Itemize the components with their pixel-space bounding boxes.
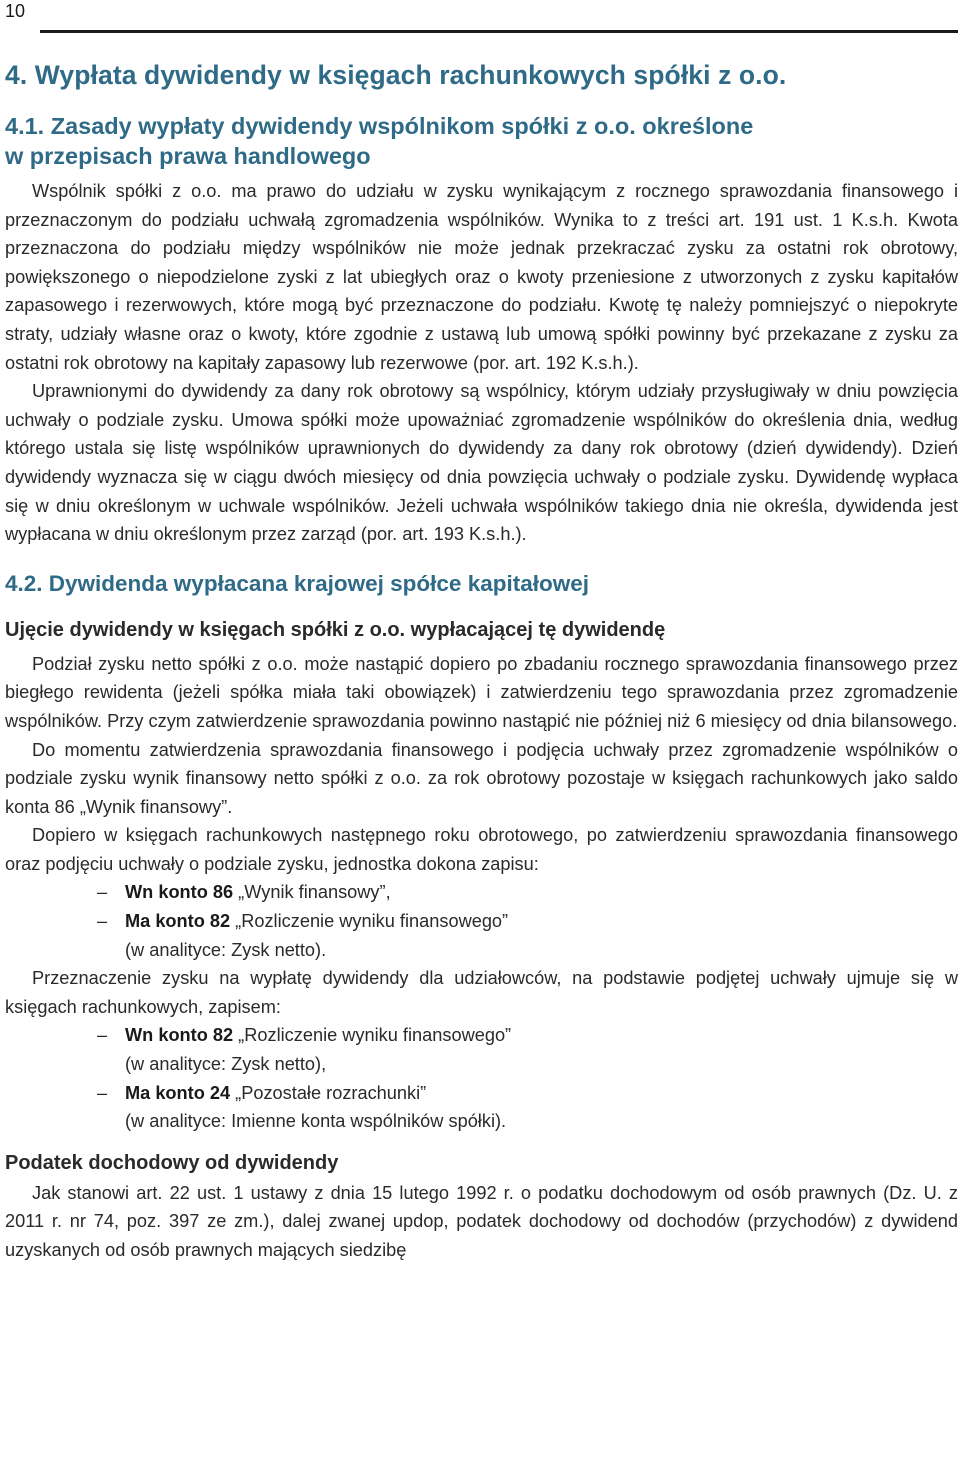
subheading: Ujęcie dywidendy w księgach spółki z o.o. wypłacającej tę dywidendę — [5, 618, 666, 641]
section-heading-4-1 — [5, 111, 958, 171]
booking-entry-note: (w analityce: Zysk netto). — [125, 939, 327, 960]
entry-account-name: „Rozliczenie wyniku finansowego” — [230, 911, 509, 932]
subheading-tax: Podatek dochodowy od dywidendy — [5, 1151, 339, 1174]
paragraph: Podział zysku netto spółki z o.o. może nastąpić dopiero po zbadaniu rocznego sprawozdania finansowego przez biegłego rewidenta (jeżeli spółka miała taki obowiązek) i zatwierdzeniu tego sprawozdania przez zgromadzenie wspólników. Przy czym zatwierdzenie sprawozdania powinno nastąpić nie później niż 6 miesięcy od dnia bilansowego. — [5, 653, 958, 731]
entry-account-name: „Rozliczenie wyniku finansowego” — [233, 1025, 512, 1046]
entry-account: Wn konto 82 — [125, 1025, 234, 1046]
booking-entry-note: (w analityce: Zysk netto), — [125, 1054, 327, 1075]
booking-entry — [5, 1079, 958, 1108]
entry-dash: – — [97, 1082, 108, 1103]
paragraph: Przeznaczenie zysku na wypłatę dywidendy dla udziałowców, na podstawie podjętej uchwały ujmuje się w księgach rachunkowych, zapisem: — [5, 968, 958, 1017]
section-heading-4-1-line2: w przepisach prawa handlowego — [5, 143, 371, 169]
header-rule — [40, 30, 958, 33]
paragraph: Dopiero w księgach rachunkowych następnego roku obrotowego, po zatwierdzeniu sprawozdania finansowego oraz podjęciu uchwały o podziale zysku, jednostka dokona zapisu: — [5, 825, 958, 874]
booking-entry — [5, 878, 958, 907]
booking-entry — [5, 907, 958, 936]
paragraph: Uprawnionymi do dywidendy za dany rok obrotowy są wspólnicy, którym udziały przysługiwały w dniu powzięcia uchwały o podziale zysku. Umowa spółki może upoważniać zgromadzenie wspólników do określenia dnia, według którego ustala się listę wspólników uprawnionych do dywidendy za dany rok obrotowy (dzień dywidendy). Dzień dywidendy wyznacza się w ciągu dwóch miesięcy od dnia powzięcia uchwały o podziale zysku. Dywidendę wypłaca się w dniu określonym w uchwale wspólników. Jeżeli uchwała wspólników takiego dnia nie określa, dywidenda jest wypłacana w dniu określonym przez zarząd (por. art. 193 K.s.h.). — [5, 381, 958, 545]
paragraph: Do momentu zatwierdzenia sprawozdania finansowego i podjęcia uchwały przez zgromadzenie wspólników o podziale zysku wynik finansowy netto spółki z o.o. za rok obrotowy pozostaje w księgach rachunkowych jako saldo konta 86 „Wynik finansowy”. — [5, 739, 958, 817]
entry-account-name: „Pozostałe rozrachunki” — [230, 1082, 427, 1103]
section-heading-4-1-line1: 4.1. Zasady wypłaty dywidendy wspólnikom spółki z o.o. określone — [5, 113, 754, 139]
entry-account: Wn konto 86 — [125, 882, 234, 903]
entry-dash: – — [97, 911, 108, 932]
chapter-heading: 4. Wypłata dywidendy w księgach rachunkowych spółki z o.o. — [5, 60, 787, 90]
entry-dash: – — [97, 1025, 108, 1046]
booking-entry-note: (w analityce: Imienne konta wspólników spółki). — [125, 1111, 507, 1132]
page-number: 10 — [5, 1, 26, 21]
paragraph: Wspólnik spółki z o.o. ma prawo do udziału w zysku wynikającym z rocznego sprawozdania finansowego i przeznaczonym do podziału uchwałą zgromadzenia wspólników. Wynika to z treści art. 191 ust. 1 K.s.h. Kwota przeznaczona do podziału między wspólników nie może jednak przekraczać zysku za ostatni rok obrotowy, powiększonego o niepodzielone zyski z lat ubiegłych oraz o kwoty przeniesione z utworzonych z zysku kapitałów zapasowego i rezerwowych, które mogą być przeznaczone do podziału. Kwotę tę należy pomniejszyć o niepokryte straty, udziały własne oraz o kwoty, które zgodnie z ustawą lub umową spółki powinny być przekazane z zysku za ostatni rok obrotowy na kapitały zapasowy lub rezerwowe (por. art. 192 K.s.h.). — [5, 181, 958, 373]
page-content — [5, 58, 958, 1265]
entry-account: Ma konto 82 — [125, 911, 231, 932]
section-heading-4-2: 4.2. Dywidenda wypłacana krajowej spółce kapitałowej — [5, 570, 589, 596]
entry-account-name: „Wynik finansowy”, — [233, 882, 391, 903]
entry-account: Ma konto 24 — [125, 1082, 231, 1103]
paragraph: Jak stanowi art. 22 ust. 1 ustawy z dnia 15 lutego 1992 r. o podatku dochodowym od osób prawnych (Dz. U. z 2011 r. nr 74, poz. 397 ze zm.), dalej zwanej updop, podatek dochodowy od dochodów (przychodów) z dywidend uzyskanych od osób prawnych mających siedzibę — [5, 1182, 958, 1260]
entry-dash: – — [97, 882, 108, 903]
booking-entry — [5, 1021, 958, 1050]
